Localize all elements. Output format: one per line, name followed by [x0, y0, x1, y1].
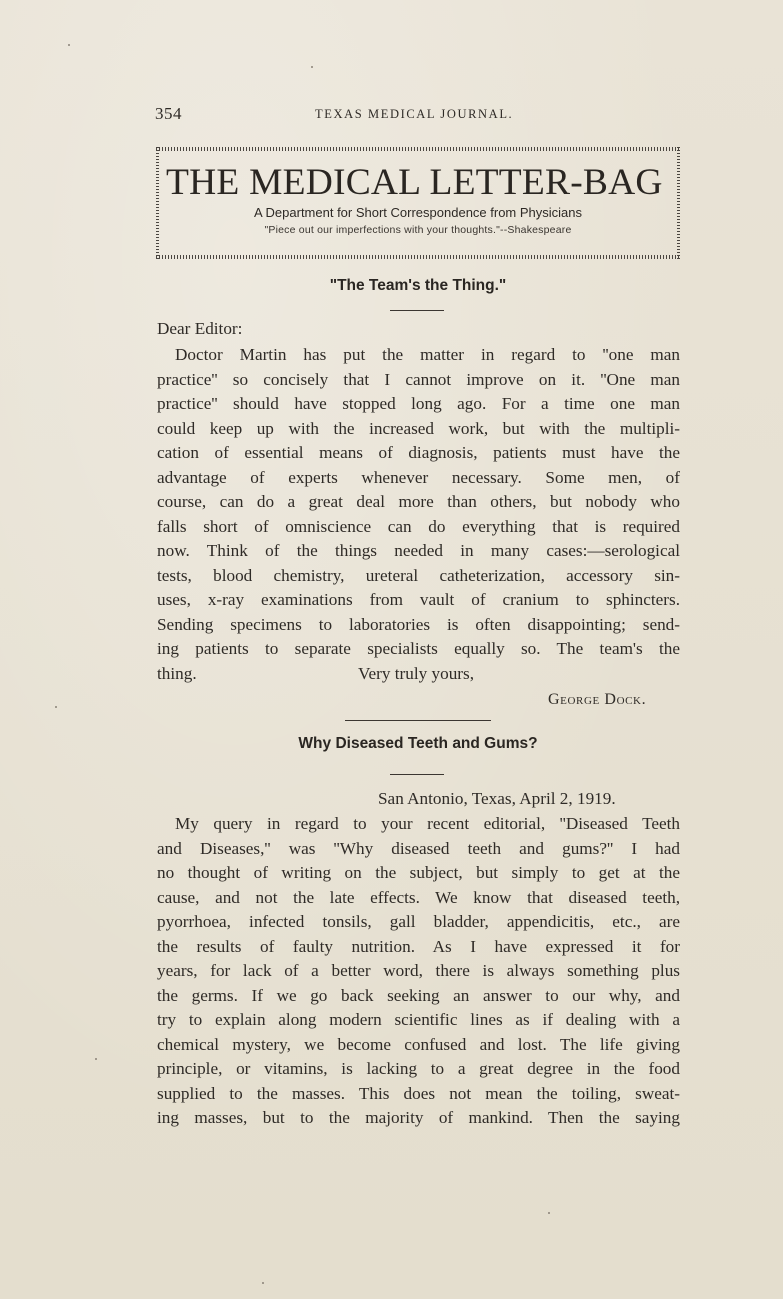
- masthead-quote: "Piece out our imperfections with your thoughts."--Shakespeare: [264, 224, 572, 236]
- page-number: 354: [155, 104, 182, 123]
- letter1-salutation: Dear Editor:: [157, 319, 243, 338]
- letter1-line: practice'' so concisely that I cannot improve on it. ''One man: [157, 369, 680, 389]
- letter1-line: Sending specimens to laboratories is often disappointing; send-: [157, 614, 680, 634]
- letter1-line: now. Think of the things needed in many cases:—serological: [157, 541, 680, 560]
- letter1-line: ing patients to separate specialists equally so. The team's the: [157, 639, 680, 658]
- letter2-line: ing masses, but to the majority of mankind. Then the saying: [157, 1108, 680, 1127]
- masthead-border-left: [156, 147, 159, 259]
- letter2-heading: Why Diseased Teeth and Gums?: [298, 735, 538, 752]
- letter2-body: [157, 812, 680, 1131]
- letter1-line: course, can do a great deal more than others, but nobody who: [157, 492, 680, 511]
- letter1-line: Doctor Martin has put the matter in regard to ''one man: [175, 345, 680, 364]
- letter1-line: could keep up with the increased work, but with the multipli-: [157, 418, 680, 438]
- masthead-border-right: [677, 147, 680, 259]
- letter2-line: My query in regard to your recent editorial, ''Diseased Teeth: [175, 814, 680, 833]
- letter1-line: practice'' should have stopped long ago. For a time one man: [157, 394, 680, 413]
- masthead-border-bottom: [156, 255, 680, 259]
- paper-speck: [262, 1282, 264, 1284]
- section-divider: [345, 720, 491, 721]
- paper-speck: [95, 1058, 97, 1060]
- letter1-line: uses, x-ray examinations from vault of cranium to sphincters.: [157, 590, 680, 609]
- letter1-line: tests, blood chemistry, ureteral catheterization, accessory sin-: [157, 565, 680, 585]
- letter1-line: thing.: [157, 663, 197, 683]
- letter2-line: supplied to the masses. This does not mean the toiling, sweat-: [157, 1083, 680, 1103]
- masthead-subtitle: A Department for Short Correspondence from Physicians: [253, 205, 583, 220]
- letter1-line: falls short of omniscience can do everything that is required: [157, 516, 680, 536]
- letter1-signature: George Dock.: [548, 691, 647, 708]
- paper-speck: [55, 706, 57, 708]
- masthead-border-top: [156, 147, 680, 151]
- letter2-line: no thought of writing on the subject, but simply to get at the: [157, 863, 680, 882]
- letter2-dateline: San Antonio, Texas, April 2, 1919.: [378, 789, 616, 808]
- letter1-line: advantage of experts whenever necessary. Some men, of: [157, 467, 680, 487]
- paper-speck: [548, 1212, 550, 1214]
- letter2-line: chemical mystery, we become confused and lost. The life giving: [157, 1034, 680, 1054]
- letter1-closing: Very truly yours,: [358, 664, 474, 683]
- letter2-heading-rule: [390, 774, 444, 775]
- letter2-line: and Diseases,'' was ''Why diseased teeth and gums?'' I had: [157, 838, 680, 858]
- letter1-heading: "The Team's the Thing.": [329, 277, 507, 294]
- letter2-line: pyorrhoea, infected tonsils, gall bladder, appendicitis, etc., are: [157, 912, 680, 931]
- letter2-line: try to explain along modern scientific lines as if dealing with a: [157, 1010, 680, 1029]
- journal-name: TEXAS MEDICAL JOURNAL.: [315, 107, 514, 121]
- running-head: [155, 104, 685, 124]
- letter2-line: the germs. If we go back seeking an answer to our why, and: [157, 985, 680, 1005]
- letter2-line: principle, or vitamins, is lacking to a great degree in the food: [157, 1059, 680, 1078]
- letter2-line: cause, and not the late effects. We know that diseased teeth,: [157, 887, 680, 907]
- paper-speck: [311, 66, 313, 68]
- letter2-line: the results of faulty nutrition. As I have expressed it for: [157, 936, 680, 956]
- letter2-line: years, for lack of a better word, there is always something plus: [157, 961, 680, 980]
- masthead-title: THE MEDICAL LETTER-BAG: [166, 162, 663, 203]
- letter-bag-masthead: [156, 147, 680, 259]
- letter1-heading-rule: [390, 310, 444, 311]
- letter1-line: cation of essential means of diagnosis, patients must have the: [157, 443, 680, 462]
- paper-speck: [68, 44, 70, 46]
- letter1-body: [157, 343, 680, 686]
